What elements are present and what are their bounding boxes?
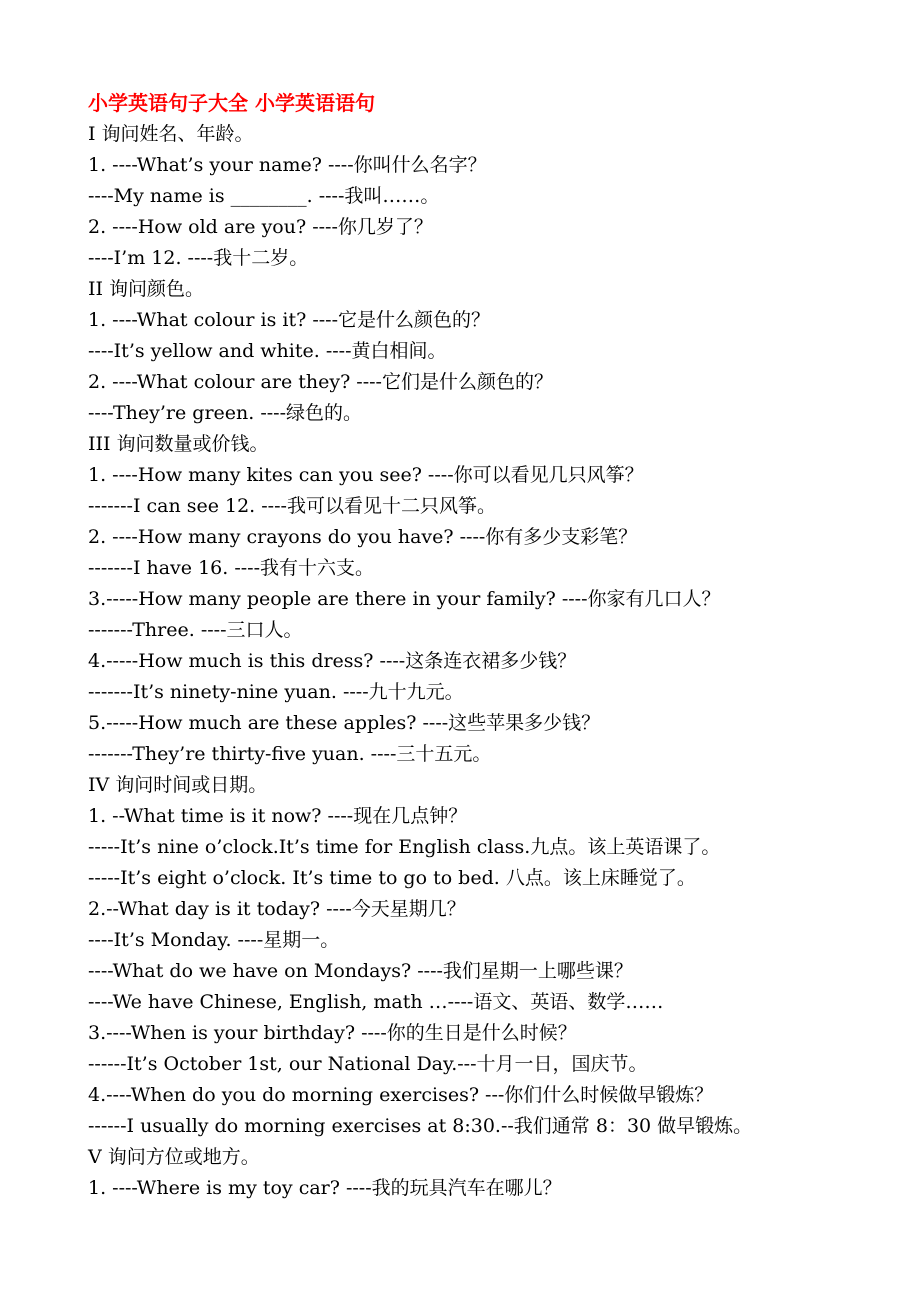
text-line: 2.--What day is it today? ----今天星期几？ <box>88 898 466 920</box>
text-line: -----It’s nine o’clock.It’s time for English class.九点。该上英语课了。 <box>88 836 721 858</box>
text-line: 1. ----What colour is it? ----它是什么颜色的？ <box>88 309 491 331</box>
text-line: ----My name is ________. ----我叫……。 <box>88 185 440 207</box>
text-line: 3.----When is your birthday? ----你的生日是什么时候？ <box>88 1022 577 1044</box>
document-title: 小学英语句子大全 小学英语语句 <box>88 91 375 115</box>
text-line: 4.-----How much is this dress? ----这条连衣裙多少钱？ <box>88 650 577 672</box>
text-line: 2. ----How old are you? ----你几岁了？ <box>88 216 433 238</box>
text-line: ------I usually do morning exercises at 8:30.--我们通常 8：30 做早锻炼。 <box>88 1115 753 1137</box>
text-line: 5.-----How much are these apples? ----这些苹果多少钱？ <box>88 712 601 734</box>
text-line: 1. --What time is it now? ----现在几点钟？ <box>88 805 468 827</box>
text-line: ------It’s October 1st, our National Day.---十月一日，国庆节。 <box>88 1053 648 1075</box>
text-line: ----What do we have on Mondays? ----我们星期一上哪些课？ <box>88 960 633 982</box>
section-heading-4: IV 询问时间或日期。 <box>88 774 268 796</box>
section-heading-2: II 询问颜色。 <box>88 278 205 300</box>
section-heading-3: III 询问数量或价钱。 <box>88 433 269 455</box>
text-line: ----It’s yellow and white. ----黄白相间。 <box>88 340 447 362</box>
document-page <box>88 88 888 1204</box>
text-line: 1. ----What’s your name? ----你叫什么名字？ <box>88 154 487 176</box>
section-heading-1: I 询问姓名、年龄。 <box>88 123 254 145</box>
text-line: 4.----When do you do morning exercises? ---你们什么时候做早锻炼？ <box>88 1084 714 1106</box>
text-line: 1. ----Where is my toy car? ----我的玩具汽车在哪儿？ <box>88 1177 562 1199</box>
text-line: -------I have 16. ----我有十六支。 <box>88 557 375 579</box>
text-line: 2. ----What colour are they? ----它们是什么颜色的？ <box>88 371 553 393</box>
section-heading-5: V 询问方位或地方。 <box>88 1146 260 1168</box>
text-line: 2. ----How many crayons do you have? ----你有多少支彩笔？ <box>88 526 638 548</box>
text-line: -------Three. ----三口人。 <box>88 619 303 641</box>
text-line: ----It’s Monday. ----星期一。 <box>88 929 340 951</box>
text-line: -----It’s eight o’clock. It’s time to go to bed. 八点。该上床睡觉了。 <box>88 867 696 889</box>
text-line: ----We have Chinese, English, math …----语文、英语、数学…… <box>88 991 664 1013</box>
text-line: ----I’m 12. ----我十二岁。 <box>88 247 309 269</box>
text-line: ----They’re green. ----绿色的。 <box>88 402 363 424</box>
text-line: -------It’s ninety-nine yuan. ----九十九元。 <box>88 681 464 703</box>
text-line: -------I can see 12. ----我可以看见十二只风筝。 <box>88 495 496 517</box>
text-line: -------They’re thirty-five yuan. ----三十五元。 <box>88 743 492 765</box>
text-line: 3.-----How many people are there in your family? ----你家有几口人？ <box>88 588 721 610</box>
text-line: 1. ----How many kites can you see? ----你可以看见几只风筝？ <box>88 464 644 486</box>
